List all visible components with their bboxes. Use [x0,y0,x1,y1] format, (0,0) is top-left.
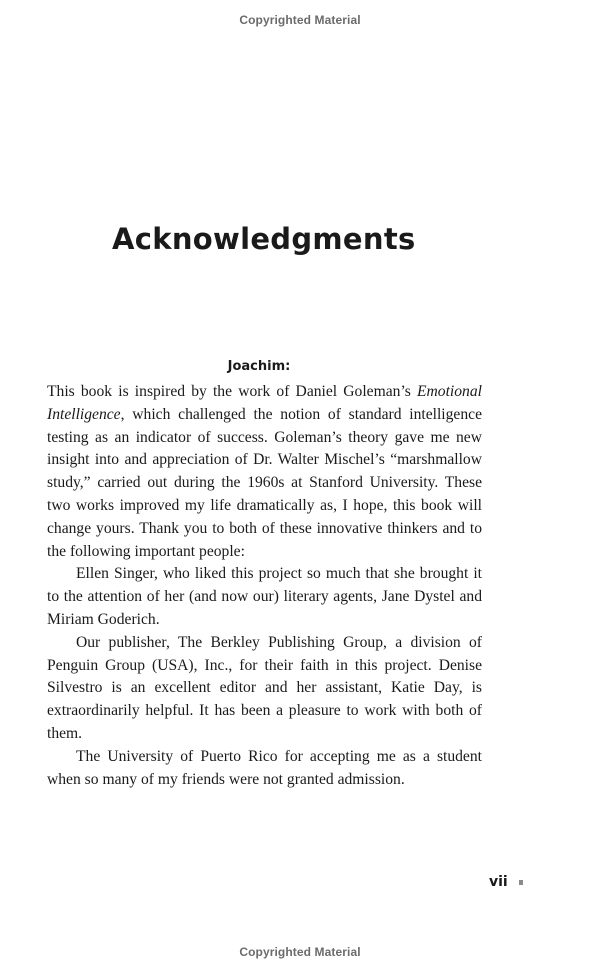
paragraph-4: The University of Puerto Rico for accepting me as a student when so many of my friends were not granted admission. [47,747,482,788]
chapter-title: Acknowledgments [112,222,416,256]
paragraph-1-text-end: , which challenged the notion of standard intelligence testing as an indicator of success. Goleman’s theory gave me new insight into and appreciation of Dr. Walter Mischel’s “marshmallow study,” carried out during the 1960s at Stanford University. These two works improved my life dramatically as, I hope, this book will change yours. Thank you to both of these innovative thinkers and to the following important people: [47,405,482,560]
paragraph-1-text-start: This book is inspired by the work of Daniel Goleman’s [47,383,418,400]
page-number: vii [489,874,508,890]
paragraph-1 [47,381,482,563]
paragraph-2: Ellen Singer, who liked this project so much that she brought it to the attention of her (and now our) literary agents, Jane Dystel and Miriam Goderich. [47,565,482,628]
book-title-emotional-intelligence: Emotional Intelligence [47,383,482,423]
folio-marker [519,880,523,885]
paragraph-3: Our publisher, The Berkley Publishing Group, a division of Penguin Group (USA), Inc., for their faith in this project. Denise Silvestro is an excellent editor and her assistant, Katie Day, is extraordinarily helpful. It has been a pleasure to work with both of them. [47,633,482,742]
section-heading: Joachim: [227,359,291,374]
copyright-watermark-top: Copyrighted Material [239,13,361,27]
body-text [47,381,482,791]
copyright-watermark-bottom: Copyrighted Material [239,945,361,959]
